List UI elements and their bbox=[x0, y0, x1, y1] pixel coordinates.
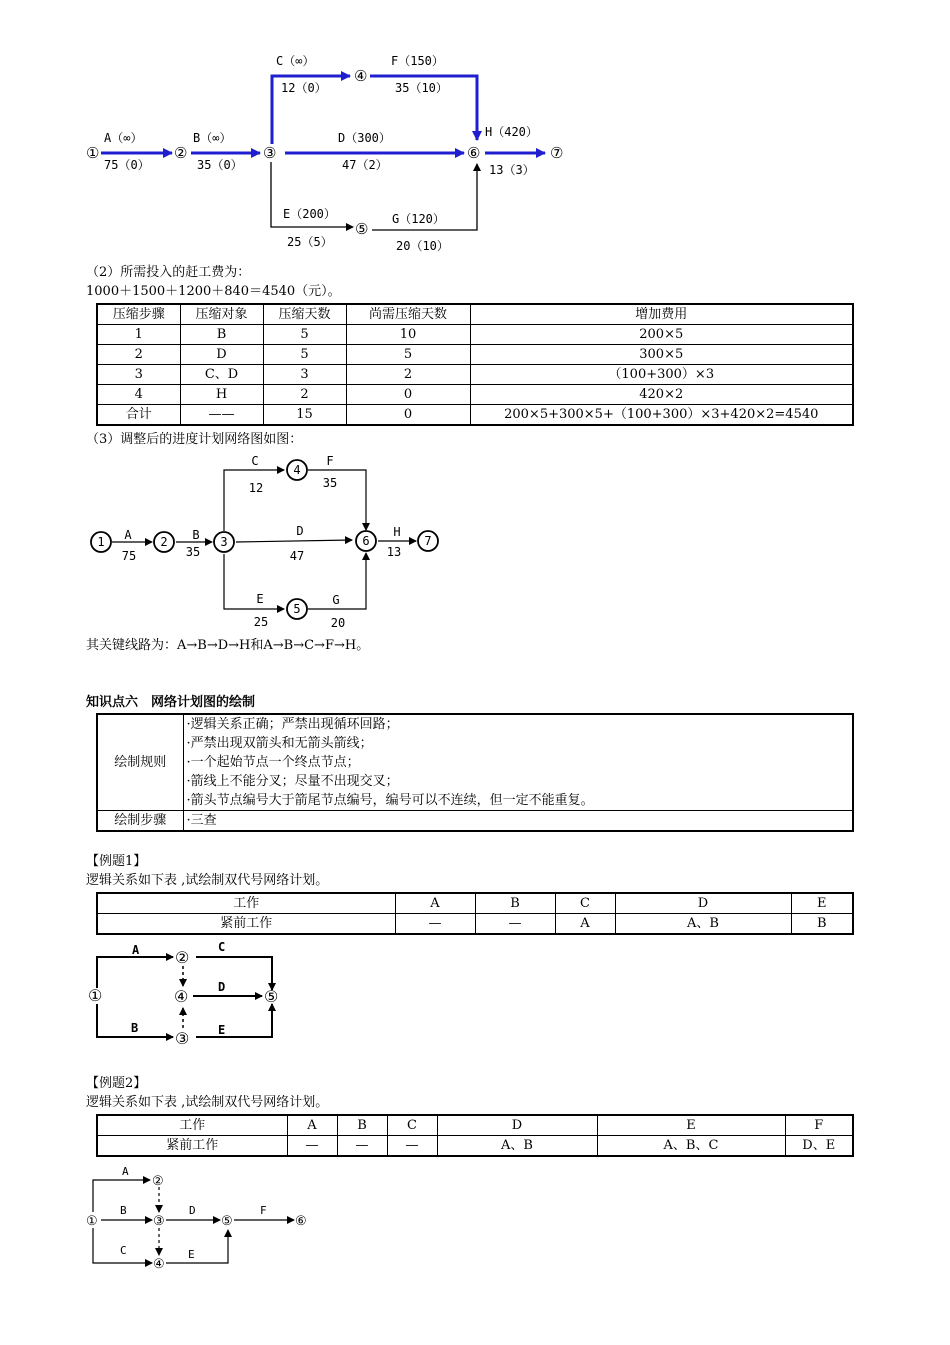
d2-label-h: H bbox=[393, 525, 401, 539]
e2-node-4: ④ bbox=[153, 1257, 165, 1272]
table-cell: 3 bbox=[263, 365, 346, 385]
d2-node-6: 6 bbox=[362, 534, 370, 548]
table-cell: 紧前工作 bbox=[97, 1136, 287, 1157]
table-cell: 2 bbox=[346, 365, 470, 385]
table-cell: D bbox=[615, 893, 791, 914]
steps-value: ·三查 bbox=[183, 811, 853, 832]
table-header: 尚需压缩天数 bbox=[346, 304, 470, 325]
e2-label-c: C bbox=[120, 1244, 127, 1257]
table-cell: F bbox=[785, 1115, 853, 1136]
e2-node-2: ② bbox=[152, 1174, 164, 1189]
e1-label-c: C bbox=[218, 940, 226, 954]
table-cell: 5 bbox=[346, 345, 470, 365]
d1-label-f-top: F（150） bbox=[391, 54, 444, 68]
d2-label-d: D bbox=[296, 524, 304, 538]
table-row bbox=[97, 914, 853, 935]
table-cell: 合计 bbox=[97, 405, 180, 426]
rules-label: 绘制规则 bbox=[97, 714, 183, 811]
example2-diagram bbox=[0, 1160, 950, 1275]
example1-table bbox=[96, 892, 854, 935]
e1-node-4: ④ bbox=[174, 987, 189, 1006]
d1-label-g-top: G（120） bbox=[392, 212, 445, 226]
table-cell: A、B bbox=[615, 914, 791, 935]
table-cell: 300×5 bbox=[470, 345, 853, 365]
d2-dur-f: 35 bbox=[322, 476, 338, 490]
table-cell: —— bbox=[180, 405, 263, 426]
table-cell: 紧前工作 bbox=[97, 914, 395, 935]
d1-label-e-top: E（200） bbox=[283, 207, 336, 221]
d1-label-d-bottom: 47（2） bbox=[342, 158, 388, 172]
table-cell: E bbox=[791, 893, 853, 914]
d1-node-6: ⑥ bbox=[467, 144, 481, 162]
d2-dur-c: 12 bbox=[248, 481, 264, 495]
table-header: 压缩步骤 bbox=[97, 304, 180, 325]
d2-node-5: 5 bbox=[293, 602, 301, 616]
d1-node-1: ① bbox=[86, 144, 100, 162]
table-cell: A、B bbox=[437, 1136, 597, 1157]
d2-dur-h: 13 bbox=[386, 545, 402, 559]
d1-label-b-bottom: 35（0） bbox=[197, 158, 243, 172]
network-diagram-1 bbox=[0, 0, 950, 260]
rules-list bbox=[183, 714, 853, 811]
table-cell: A、B、C bbox=[597, 1136, 785, 1157]
d1-label-h-bottom: 13（3） bbox=[489, 163, 535, 177]
table-cell: 工作 bbox=[97, 1115, 287, 1136]
example2-title: 【例题2】 bbox=[86, 1076, 147, 1091]
table-row bbox=[97, 1115, 853, 1136]
steps-label: 绘制步骤 bbox=[97, 811, 183, 832]
d2-node-4: 4 bbox=[293, 463, 301, 477]
d2-label-g: G bbox=[332, 593, 340, 607]
table-header: 压缩对象 bbox=[180, 304, 263, 325]
d1-label-h-top: H（420） bbox=[485, 125, 538, 139]
rule-item: ·箭头节点编号大于箭尾节点编号，编号可以不连续，但一定不能重复。 bbox=[186, 793, 594, 808]
d2-dur-e: 25 bbox=[253, 615, 269, 629]
table-cell: 5 bbox=[263, 325, 346, 345]
table-cell: 2 bbox=[263, 385, 346, 405]
example2-table bbox=[96, 1114, 854, 1157]
table-header: 增加费用 bbox=[470, 304, 853, 325]
d1-label-f-bottom: 35（10） bbox=[395, 81, 448, 95]
section3-heading: （3）调整后的进度计划网络图如图： bbox=[86, 432, 303, 447]
table-cell: — bbox=[287, 1136, 337, 1157]
table-cell: 0 bbox=[346, 405, 470, 426]
d2-dur-d: 47 bbox=[289, 549, 305, 563]
d1-label-e-bottom: 25（5） bbox=[287, 235, 333, 249]
table-row bbox=[97, 325, 853, 345]
rule-item: ·一个起始节点一个终点节点； bbox=[186, 755, 360, 770]
e2-label-d: D bbox=[189, 1204, 196, 1217]
table-cell: — bbox=[395, 914, 475, 935]
e2-node-5: ⑤ bbox=[221, 1214, 233, 1229]
example1-desc: 逻辑关系如下表 ,试绘制双代号网络计划。 bbox=[86, 873, 329, 888]
table-cell: 15 bbox=[263, 405, 346, 426]
d2-dur-g: 20 bbox=[330, 616, 346, 630]
d1-node-3: ③ bbox=[263, 144, 277, 162]
e1-label-e: E bbox=[218, 1023, 226, 1037]
d1-node-2: ② bbox=[174, 144, 188, 162]
d2-label-b: B bbox=[192, 528, 200, 542]
e1-label-a: A bbox=[132, 943, 140, 957]
d1-label-g-bottom: 20（10） bbox=[396, 239, 449, 253]
table-cell: — bbox=[337, 1136, 387, 1157]
e1-label-b: B bbox=[131, 1021, 139, 1035]
table-cell: B bbox=[475, 893, 555, 914]
table-cell: D bbox=[180, 345, 263, 365]
d1-node-5: ⑤ bbox=[355, 220, 369, 238]
rule-item: ·逻辑关系正确；严禁出现循环回路； bbox=[186, 717, 399, 732]
d1-label-a-bottom: 75（0） bbox=[104, 158, 150, 172]
example1-diagram bbox=[0, 938, 950, 1053]
table-cell: 10 bbox=[346, 325, 470, 345]
critical-path-text: 其关键线路为：A→B→D→H和A→B→C→F→H。 bbox=[86, 638, 370, 653]
knowledge6-title: 知识点六 网络计划图的绘制 bbox=[86, 695, 256, 710]
e2-label-e: E bbox=[188, 1248, 195, 1261]
e1-node-5: ⑤ bbox=[264, 987, 279, 1006]
d1-label-c-top: C（∞） bbox=[276, 54, 315, 68]
table-row bbox=[97, 714, 853, 811]
d2-node-1: 1 bbox=[97, 535, 105, 549]
table-cell: D、E bbox=[785, 1136, 853, 1157]
table-header: 压缩天数 bbox=[263, 304, 346, 325]
d1-label-c-bottom: 12（0） bbox=[281, 81, 327, 95]
d1-label-d-top: D（300） bbox=[338, 131, 391, 145]
table-header-row bbox=[97, 304, 853, 325]
table-cell: — bbox=[387, 1136, 437, 1157]
table-cell: H bbox=[180, 385, 263, 405]
section2-formula: 1000＋1500＋1200＋840＝4540（元）。 bbox=[86, 284, 341, 299]
table-row bbox=[97, 345, 853, 365]
d2-node-2: 2 bbox=[160, 535, 168, 549]
d1-label-a-top: A（∞） bbox=[104, 131, 143, 145]
d2-label-e: E bbox=[256, 592, 264, 606]
table-cell: 工作 bbox=[97, 893, 395, 914]
d1-node-4: ④ bbox=[354, 67, 368, 85]
d2-dur-a: 75 bbox=[121, 549, 137, 563]
table-cell: C bbox=[387, 1115, 437, 1136]
d1-label-b-top: B（∞） bbox=[193, 131, 232, 145]
e2-label-b: B bbox=[120, 1204, 127, 1217]
table-cell: C、D bbox=[180, 365, 263, 385]
e1-node-3: ③ bbox=[175, 1029, 190, 1048]
table-cell: 2 bbox=[97, 345, 180, 365]
example2-desc: 逻辑关系如下表 ,试绘制双代号网络计划。 bbox=[86, 1095, 329, 1110]
e2-label-f: F bbox=[260, 1204, 267, 1217]
table-cell: A bbox=[287, 1115, 337, 1136]
table-cell: B bbox=[791, 914, 853, 935]
rule-item: ·严禁出现双箭头和无箭头箭线； bbox=[186, 736, 373, 751]
rules-table bbox=[96, 713, 854, 832]
table-cell: B bbox=[337, 1115, 387, 1136]
table-cell: C bbox=[555, 893, 615, 914]
e2-label-a: A bbox=[122, 1165, 129, 1178]
table-cell: D bbox=[437, 1115, 597, 1136]
table-cell: 1 bbox=[97, 325, 180, 345]
e1-node-1: ① bbox=[88, 986, 103, 1005]
table-cell: 420×2 bbox=[470, 385, 853, 405]
d2-node-3: 3 bbox=[220, 535, 228, 549]
table-row bbox=[97, 385, 853, 405]
d1-node-7: ⑦ bbox=[550, 144, 564, 162]
d2-label-a: A bbox=[124, 528, 132, 542]
table-row bbox=[97, 811, 853, 832]
e2-node-3: ③ bbox=[153, 1214, 165, 1229]
table-cell: 0 bbox=[346, 385, 470, 405]
table-cell: E bbox=[597, 1115, 785, 1136]
rule-item: ·箭线上不能分叉；尽量不出现交叉； bbox=[186, 774, 399, 789]
d2-node-7: 7 bbox=[424, 534, 432, 548]
table-cell: A bbox=[395, 893, 475, 914]
d2-dur-b: 35 bbox=[185, 545, 201, 559]
e2-node-6: ⑥ bbox=[295, 1214, 307, 1229]
table-row bbox=[97, 1136, 853, 1157]
table-row bbox=[97, 365, 853, 385]
d2-label-f: F bbox=[326, 454, 334, 468]
table-cell: — bbox=[475, 914, 555, 935]
table-cell: B bbox=[180, 325, 263, 345]
table-cell: 5 bbox=[263, 345, 346, 365]
table-cell: 3 bbox=[97, 365, 180, 385]
example1-title: 【例题1】 bbox=[86, 854, 147, 869]
table-row bbox=[97, 405, 853, 426]
e2-node-1: ① bbox=[86, 1214, 98, 1229]
table-cell: 200×5+300×5+（100+300）×3+420×2=4540 bbox=[470, 405, 853, 426]
table-cell: 200×5 bbox=[470, 325, 853, 345]
table-cell: A bbox=[555, 914, 615, 935]
table-cell: （100+300）×3 bbox=[470, 365, 853, 385]
d2-label-c: C bbox=[251, 454, 259, 468]
table-cell: 4 bbox=[97, 385, 180, 405]
network-diagram-2 bbox=[0, 450, 950, 635]
e1-label-d: D bbox=[218, 980, 226, 994]
table-row bbox=[97, 893, 853, 914]
compress-table bbox=[96, 303, 854, 426]
section2-heading: （2）所需投入的赶工费为： bbox=[86, 265, 251, 280]
e1-node-2: ② bbox=[175, 948, 190, 967]
